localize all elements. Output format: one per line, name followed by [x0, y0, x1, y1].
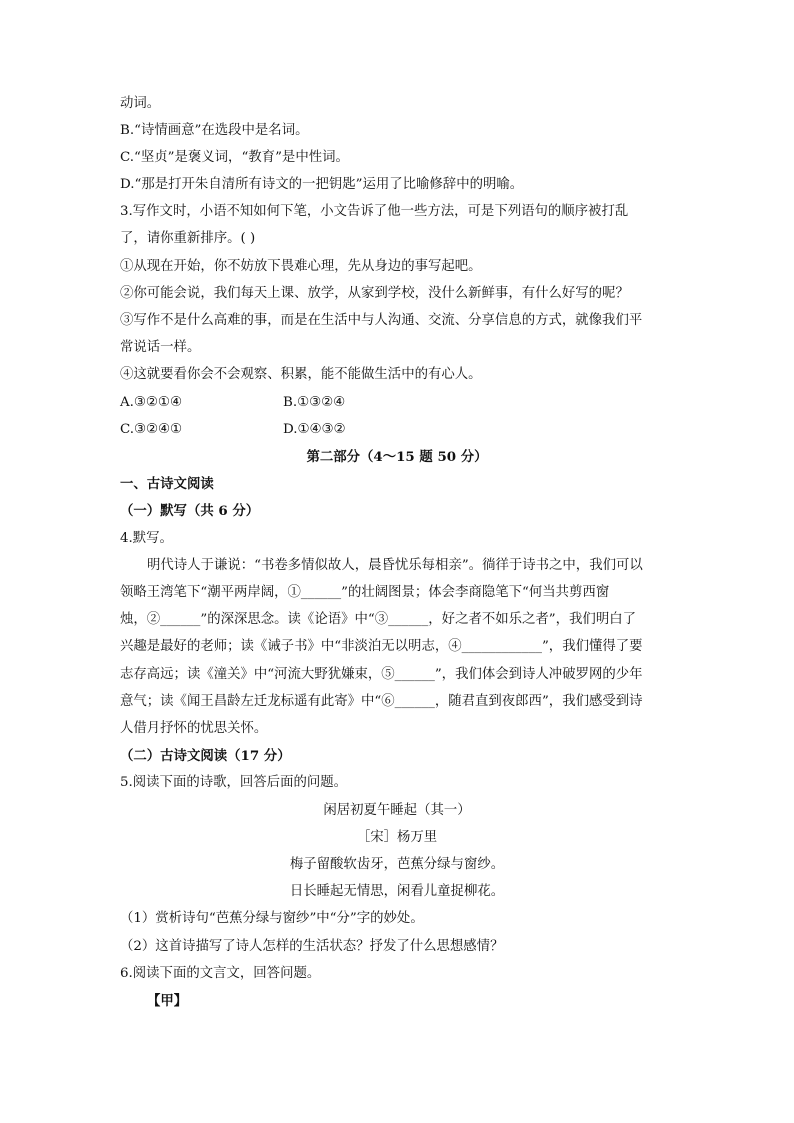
q3-option-a: A.③②①④ — [120, 395, 182, 410]
q2-option-b: B.“诗情画意”在选段中是名词。 — [120, 123, 309, 138]
q4-line-1: 明代诗人于谦说：“书卷多情似故人，晨昏忧乐每相亲”。徜徉于诗书之中，我们可以 — [147, 558, 643, 573]
q5-sub1: （1）赏析诗句“芭蕉分绿与窗纱”中“分”字的妙处。 — [120, 911, 424, 926]
q2-option-d: D.“那是打开朱自清所有诗文的一把钥匙”运用了比喻修辞中的明喻。 — [120, 177, 524, 192]
q5-sub2: （2）这首诗描写了诗人怎样的生活状态？抒发了什么思想感情？ — [120, 939, 504, 954]
q4-line-7: 人借月抒怀的忧思关怀。 — [120, 721, 268, 736]
q4-line-3: 烛，②______”的深深思念。读《论语》中“③______，好之者不如乐之者”，我们明白了 — [120, 612, 636, 627]
part2-title: 第二部分（4～15 题 50 分） — [306, 449, 488, 465]
q3-sentence-4: ④这就要看你会不会观察、积累，能不能做生活中的有心人。 — [120, 367, 482, 382]
q5-label: 5.阅读下面的诗歌，回答后面的问题。 — [120, 775, 348, 790]
poem-title: 闲居初夏午睡起（其一） — [323, 803, 471, 818]
q2-option-c: C.“坚贞”是褒义词，“教育”是中性词。 — [120, 150, 349, 165]
q3-option-d: D.①④③② — [283, 422, 346, 437]
q3-sentence-2: ②你可能会说，我们每天上课、放学，从家到学校，没什么新鲜事，有什么好写的呢？ — [120, 286, 629, 301]
q6-jia-marker: 【甲】 — [147, 993, 188, 1009]
q3-sentence-3-line2: 常说话一样。 — [120, 340, 201, 355]
q4-label: 4.默写。 — [120, 531, 173, 546]
q2-tail: 动词。 — [120, 96, 161, 111]
q4-line-4: 兴趣是最好的老师；读《诫子书》中“非淡泊无以明志，④____________”，我们懂得了要 — [120, 639, 643, 654]
subsection2-title: （二）古诗文阅读（17 分） — [120, 748, 291, 764]
poem-author: ［宋］杨万里 — [356, 830, 438, 845]
q4-line-5: 志存高远；读《潼关》中“河流大野犹嫌束，⑤______”，我们体会到诗人冲破罗网的少年 — [120, 667, 643, 682]
q3-stem-line2: 了，请你重新排序。( ) — [120, 231, 256, 246]
q3-option-b: B.①③②④ — [283, 395, 346, 410]
poem-line-1: 梅子留酸软齿牙，芭蕉分绿与窗纱。 — [289, 857, 505, 872]
poem-line-2: 日长睡起无情思，闲看儿童捉柳花。 — [289, 884, 505, 899]
q3-sentence-3-line1: ③写作不是什么高难的事，而是在生活中与人沟通、交流、分享信息的方式，就像我们平 — [120, 313, 643, 328]
q3-stem-line1: 3.写作文时，小语不知如何下笔，小文告诉了他一些方法，可是下列语句的顺序被打乱 — [120, 204, 629, 219]
subsection1-title: （一）默写（共 6 分） — [120, 503, 260, 519]
q3-sentence-1: ①从现在开始，你不妨放下畏难心理，先从身边的事写起吧。 — [120, 259, 482, 274]
q4-line-6: 意气；读《闻王昌龄左迁龙标遥有此寄》中“⑥______，随君直到夜郎西”，我们感受到诗 — [120, 694, 643, 709]
q6-label: 6.阅读下面的文言文，回答问题。 — [120, 966, 321, 981]
q4-line-2: 领略王湾笔下“潮平两岸阔，①______”的壮阔图景；体会李商隐笔下“何当共剪西窗 — [120, 585, 610, 600]
section1-title: 一、古诗文阅读 — [120, 476, 214, 492]
q3-option-c: C.③②④① — [120, 422, 183, 437]
